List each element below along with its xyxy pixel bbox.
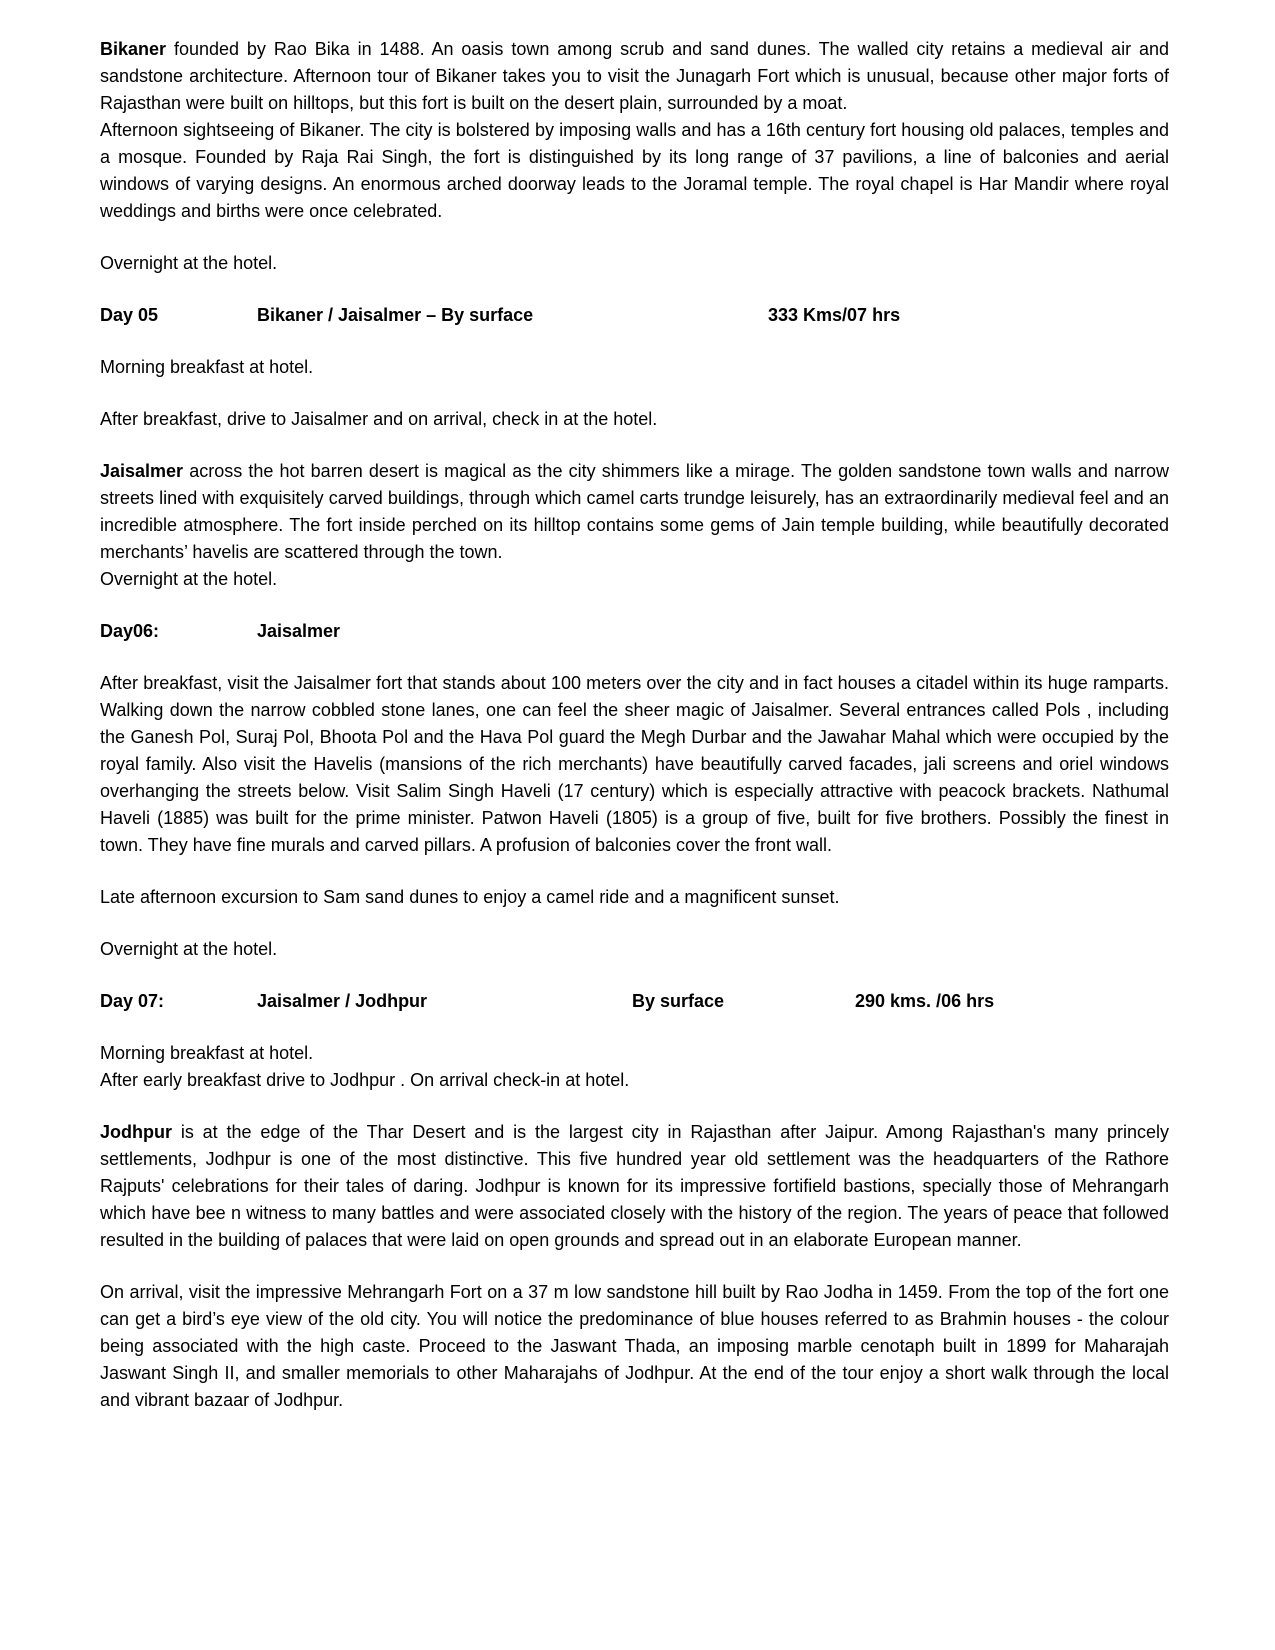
day06-route: Jaisalmer <box>257 621 341 641</box>
drive-jodhpur-note: After early breakfast drive to Jodhpur . On arrival check-in at hotel. <box>100 1070 630 1090</box>
overnight-note-3: Overnight at the hotel. <box>100 939 278 959</box>
paragraph-jaisalmer-intro <box>100 458 1169 566</box>
jodhpur-lead-word: Jodhpur <box>100 1122 172 1142</box>
jodhpur-intro-text: is at the edge of the Thar Desert and is the largest city in Rajasthan after Jaipur. Among Rajasthan's many princely settlements, Jodhpur is one of the most distinctive. This five hundred year old settlement was the headquarters of the Rathore Rajputs' celebrations for their tales of daring. Jodhpur is known for its impressive fortifield bastions, specially those of Mehrangarh which have bee n witness to many battles and were associated closely with the history of the region. The years of peace that followed resulted in the building of palaces that were laid on open grounds and spread out in an elaborate European manner. <box>100 1122 1169 1250</box>
day05-label: Day 05 <box>100 305 159 325</box>
day05-route: Bikaner / Jaisalmer – By surface <box>257 305 534 325</box>
overnight-note-1: Overnight at the hotel. <box>100 253 278 273</box>
overnight-note-2: Overnight at the hotel. <box>100 569 278 589</box>
morning-breakfast-note-1: Morning breakfast at hotel. <box>100 357 314 377</box>
day06-label: Day06: <box>100 621 160 641</box>
day07-distance: 290 kms. /06 hrs <box>855 991 995 1011</box>
day05-heading <box>100 302 1169 329</box>
paragraph-bikaner-intro <box>100 36 1169 117</box>
paragraph-bikaner-sightseeing: Afternoon sightseeing of Bikaner. The city is bolstered by imposing walls and has a 16th century fort housing old palaces, temples and a mosque. Founded by Raja Rai Singh, the fort is distinguished by its long range of 37 pavilions, a line of balconies and aerial windows of varying designs. An enormous arched doorway leads to the Joramal temple. The royal chapel is Har Mandir where royal weddings and births were once celebrated. <box>100 120 1169 221</box>
day07-mode: By surface <box>632 991 725 1011</box>
sam-dunes-note: Late afternoon excursion to Sam sand dunes to enjoy a camel ride and a magnificent sunset. <box>100 887 840 907</box>
morning-breakfast-note-2: Morning breakfast at hotel. <box>100 1043 314 1063</box>
day07-route: Jaisalmer / Jodhpur <box>257 991 428 1011</box>
jaisalmer-lead-word: Jaisalmer <box>100 461 184 481</box>
jaisalmer-intro-text: across the hot barren desert is magical as the city shimmers like a mirage. The golden sandstone town walls and narrow streets lined with exquisitely carved buildings, through which camel carts trundge leisurely, has an extraordinarily medieval feel and an incredible atmosphere. The fort inside perched on its hilltop contains some gems of Jain temple building, while beautifully decorated merchants’ havelis are scattered through the town. <box>100 461 1169 562</box>
day05-distance: 333 Kms/07 hrs <box>768 305 901 325</box>
bikaner-lead-word: Bikaner <box>100 39 167 59</box>
drive-jaisalmer-note: After breakfast, drive to Jaisalmer and on arrival, check in at the hotel. <box>100 409 658 429</box>
day07-heading <box>100 988 1169 1015</box>
paragraph-jaisalmer-fort: After breakfast, visit the Jaisalmer fort that stands about 100 meters over the city and in fact houses a citadel within its huge ramparts. Walking down the narrow cobbled stone lanes, one can feel the sheer magic of Jaisalmer. Several entrances called Pols , including the Ganesh Pol, Suraj Pol, Bhoota Pol and the Hava Pol guard the Megh Durbar and the Jawahar Mahal which were occupied by the royal family. Also visit the Havelis (mansions of the rich merchants) have beautifully carved facades, jali screens and oriel windows overhanging the streets below. Visit Salim Singh Haveli (17 century) which is especially attractive with peacock brackets. Nathumal Haveli (1885) was built for the prime minister. Patwon Haveli (1805) is a group of five, built for five brothers. Possibly the finest in town. They have fine murals and carved pillars. A profusion of balconies cover the front wall. <box>100 673 1169 855</box>
paragraph-mehrangarh-fort: On arrival, visit the impressive Mehrangarh Fort on a 37 m low sandstone hill built by Rao Jodha in 1459. From the top of the fort one can get a bird’s eye view of the old city. You will notice the predominance of blue houses referred to as Brahmin houses - the colour being associated with the high caste. Proceed to the Jaswant Thada, an imposing marble cenotaph built in 1899 for Maharajah Jaswant Singh II, and smaller memorials to other Maharajahs of Jodhpur. At the end of the tour enjoy a short walk through the local and vibrant bazaar of Jodhpur. <box>100 1282 1169 1410</box>
day07-label: Day 07: <box>100 991 165 1011</box>
paragraph-jodhpur-intro <box>100 1119 1169 1254</box>
bikaner-intro-text: founded by Rao Bika in 1488. An oasis town among scrub and sand dunes. The walled city retains a medieval air and sandstone architecture. Afternoon tour of Bikaner takes you to visit the Junagarh Fort which is unusual, because other major forts of Rajasthan were built on hilltops, but this fort is built on the desert plain, surrounded by a moat. <box>100 39 1169 113</box>
day06-heading <box>100 618 1169 645</box>
